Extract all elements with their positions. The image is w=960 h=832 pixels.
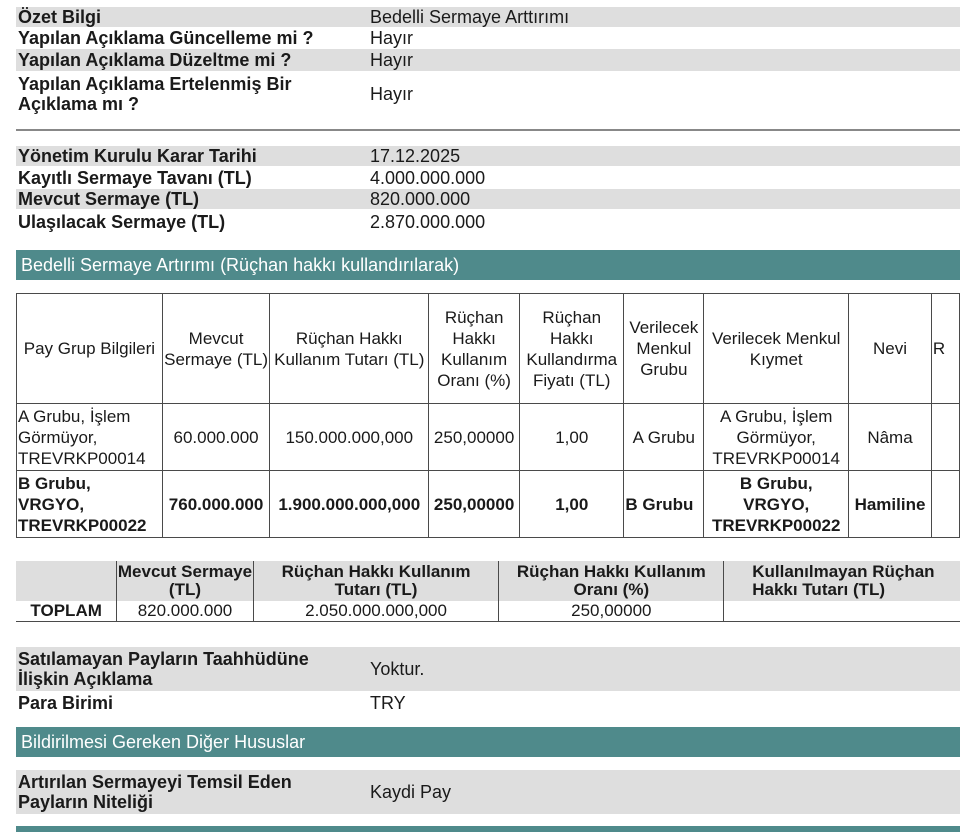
total-table	[16, 561, 960, 622]
summary-value: Hayır	[370, 28, 414, 48]
header-cell: Mevcut Sermaye (TL)	[162, 294, 269, 404]
total-cell: 2.050.000.000,000	[253, 601, 499, 621]
summary-key: Özet Bilgi	[18, 7, 102, 27]
total-cell	[724, 601, 960, 621]
capital-row	[16, 166, 960, 189]
capital-key: Kayıtlı Sermaye Tavanı (TL)	[18, 167, 252, 188]
other-key: Artırılan Sermayeyi Temsil Eden Payların Niteliği	[18, 772, 292, 812]
rights-table	[16, 293, 960, 538]
table-cell	[931, 404, 959, 471]
unsold-key: Satılamayan Payların Taahhüdüne İlişkin Açıklama	[18, 649, 309, 689]
capital-key: Ulaşılacak Sermaye (TL)	[18, 211, 226, 232]
capital-value: 2.870.000.000	[370, 211, 486, 232]
other-section	[16, 770, 960, 814]
summary-row	[16, 7, 960, 27]
header-cell: Rüçhan Hakkı Kullanım Oranı (%)	[429, 294, 520, 404]
table-cell: A Grubu, İşlem Görmüyor, TREVRKP00014	[704, 404, 849, 471]
unsold-value: TRY	[370, 693, 406, 713]
header-cell: Pay Grup Bilgileri	[17, 294, 163, 404]
table-row	[17, 404, 960, 471]
total-cell: 250,00000	[499, 601, 724, 621]
table-cell: B Grubu, VRGYO, TREVRKP00022	[704, 471, 849, 538]
table-cell: Hamiline	[849, 471, 932, 538]
other-row	[16, 770, 960, 814]
total-header-cell: Rüçhan Hakkı Kullanım Oranı (%)	[499, 561, 724, 601]
section-header-next	[16, 826, 960, 832]
table-cell: 1,00	[520, 471, 624, 538]
table-cell: 1.900.000.000,000	[270, 471, 429, 538]
summary-value: Hayır	[370, 50, 414, 70]
header-cell: Rüçhan Hakkı Kullandırma Fiyatı (TL)	[520, 294, 624, 404]
summary-key: Yapılan Açıklama Düzeltme mi ?	[18, 50, 292, 70]
table-cell: A Grubu	[624, 404, 704, 471]
total-row	[16, 601, 960, 621]
header-cell: R	[931, 294, 959, 404]
total-cell: 820.000.000	[117, 601, 253, 621]
section-header-other: Bildirilmesi Gereken Diğer Hususlar	[16, 727, 960, 757]
total-header-cell: Rüçhan Hakkı Kullanım Tutarı (TL)	[253, 561, 499, 601]
header-cell: Nevi	[849, 294, 932, 404]
capital-row	[16, 189, 960, 209]
table-cell	[931, 471, 959, 538]
table-cell: 1,00	[520, 404, 624, 471]
table-cell: 150.000.000,000	[270, 404, 429, 471]
unsold-row	[16, 647, 960, 691]
capital-section	[16, 146, 960, 234]
section-header-rights: Bedelli Sermaye Artırımı (Rüçhan hakkı kullandırılarak)	[16, 250, 960, 280]
capital-row	[16, 146, 960, 166]
header-cell: Rüçhan Hakkı Kullanım Tutarı (TL)	[270, 294, 429, 404]
total-header-row	[16, 561, 960, 601]
table-cell: Nâma	[849, 404, 932, 471]
total-label: TOPLAM	[16, 601, 117, 621]
table-header-row	[17, 294, 960, 404]
unsold-value: Yoktur.	[370, 659, 425, 679]
summary-value: Bedelli Sermaye Arttırımı	[370, 7, 570, 27]
divider	[16, 129, 960, 131]
table-cell: 60.000.000	[162, 404, 269, 471]
table-cell: 250,00000	[429, 471, 520, 538]
table-row	[17, 471, 960, 538]
table-cell: B Grubu	[624, 471, 704, 538]
summary-key: Yapılan Açıklama Güncelleme mi ?	[18, 28, 314, 48]
unsold-key: Para Birimi	[18, 693, 114, 713]
header-cell: Verilecek Menkul Grubu	[624, 294, 704, 404]
summary-section	[16, 7, 960, 117]
summary-value: Hayır	[370, 84, 414, 104]
summary-row	[16, 49, 960, 71]
summary-key: Yapılan Açıklama Ertelenmiş Bir Açıklama mı ?	[18, 74, 292, 114]
capital-value: 4.000.000.000	[370, 167, 486, 188]
header-cell: Verilecek Menkul Kıymet	[704, 294, 849, 404]
table-cell: 760.000.000	[162, 471, 269, 538]
other-value: Kaydi Pay	[370, 782, 452, 802]
capital-value: 820.000.000	[370, 189, 471, 209]
capital-key: Mevcut Sermaye (TL)	[18, 189, 200, 209]
unsold-row	[16, 691, 960, 715]
total-header-cell: Mevcut Sermaye (TL)	[117, 562, 253, 599]
summary-row	[16, 71, 960, 117]
capital-key: Yönetim Kurulu Karar Tarihi	[18, 146, 257, 166]
table-cell: A Grubu, İşlem Görmüyor, TREVRKP00014	[17, 404, 163, 471]
total-header-cell: Kullanılmayan Rüçhan Hakkı Tutarı (TL)	[724, 561, 960, 601]
capital-value: 17.12.2025	[370, 146, 461, 166]
unsold-section	[16, 647, 960, 715]
total-header-cell	[16, 561, 117, 601]
capital-row	[16, 209, 960, 234]
table-cell: B Grubu, VRGYO, TREVRKP00022	[17, 471, 163, 538]
summary-row	[16, 27, 960, 49]
table-cell: 250,00000	[429, 404, 520, 471]
